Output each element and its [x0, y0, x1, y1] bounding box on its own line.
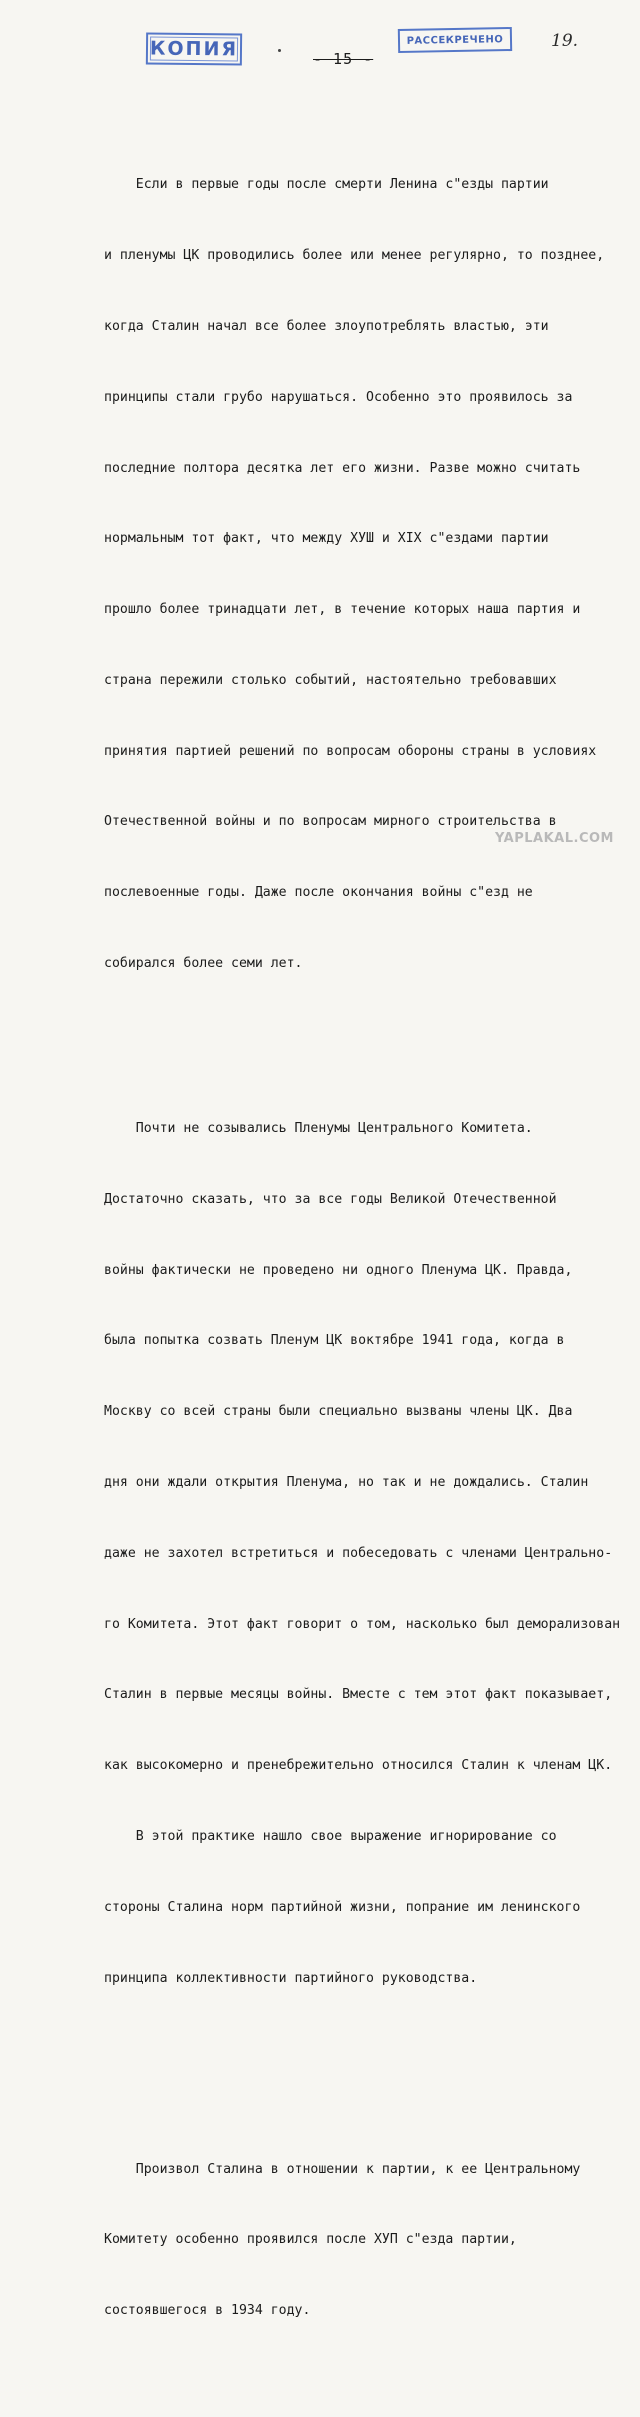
text-line: когда Сталин начал все более злоупотреблять властью, эти	[104, 318, 549, 334]
text-line: и пленумы ЦК проводились более или менее регулярно, то позднее,	[104, 248, 605, 264]
text-line: Москву со всей страны были специально вызваны члены ЦК. Два	[104, 1404, 573, 1420]
text-line: принципа коллективности партийного руководства.	[104, 1970, 478, 1986]
text-line: как высокомерно и пренебрежительно относился Сталин к членам ЦК.	[104, 1758, 613, 1774]
text-line: даже не захотел встретиться и побеседовать с членами Центрально-	[104, 1545, 613, 1561]
text-line: дня они ждали открытия Пленума, но так и не дождались. Сталин	[104, 1475, 589, 1491]
text-line: была попытка созвать Пленум ЦК воктябре 1941 года, когда в	[104, 1333, 565, 1349]
declassified-stamp-text: РАССЕКРЕЧЕНО	[406, 33, 504, 47]
text-line: собирался более семи лет.	[104, 955, 303, 971]
text-line: принятия партией решений по вопросам обороны страны в условиях	[104, 743, 597, 759]
text-line: Почти не созывались Пленумы Центрального Комитета.	[104, 1121, 533, 1137]
text-line: последние полтора десятка лет его жизни. Разве можно считать	[104, 460, 581, 476]
handwritten-sheet-number: 19.	[551, 31, 579, 51]
text-line: страна пережили столько событий, настоятельно требовавших	[104, 672, 557, 688]
text-line: состоявшегося в 1934 году.	[104, 2303, 311, 2319]
text-line: Если в первые годы после смерти Ленина с"езды партии	[104, 177, 549, 193]
document-body	[104, 79, 621, 2417]
copy-stamp-text: КОПИЯ	[149, 37, 239, 61]
text-line: Произвол Сталина в отношении к партии, к ее Центральному	[104, 2161, 581, 2177]
text-line: послевоенные годы. Даже после окончания войны с"езд не	[104, 885, 533, 901]
declassified-stamp	[398, 27, 512, 53]
text-line: Комитету особенно проявился после ХУП с"езда партии,	[104, 2232, 517, 2248]
site-watermark: YAPLAKAL.COM	[495, 831, 614, 846]
page-number: - 15 -	[313, 50, 374, 68]
text-line: принципы стали грубо нарушаться. Особенно это проявилось за	[104, 389, 573, 405]
text-line: В этой практике нашло свое выражение игнорирование со	[104, 1828, 557, 1844]
copy-stamp	[146, 32, 242, 65]
text-line: Сталин в первые месяцы войны. Вместе с тем этот факт показывает,	[104, 1687, 613, 1703]
paragraph-2	[104, 1070, 621, 2037]
ink-dot	[278, 49, 281, 52]
paragraph-1	[104, 126, 604, 1023]
text-line: войны фактически не проведено ни одного Пленума ЦК. Правда,	[104, 1262, 573, 1278]
text-line: Отечественной войны и по вопросам мирного строительства в	[104, 814, 557, 830]
paragraph-3	[104, 2110, 604, 2370]
text-line: стороны Сталина норм партийной жизни, попрание им ленинского	[104, 1899, 581, 1915]
text-line: прошло более тринадцати лет, в течение которых наша партия и	[104, 602, 581, 618]
text-line: го Комитета. Этот факт говорит о том, насколько был деморализован	[104, 1616, 621, 1632]
text-line: нормальным тот факт, что между ХУШ и XIX с"ездами партии	[104, 531, 549, 547]
text-line: Достаточно сказать, что за все годы Великой Отечественной	[104, 1191, 557, 1207]
